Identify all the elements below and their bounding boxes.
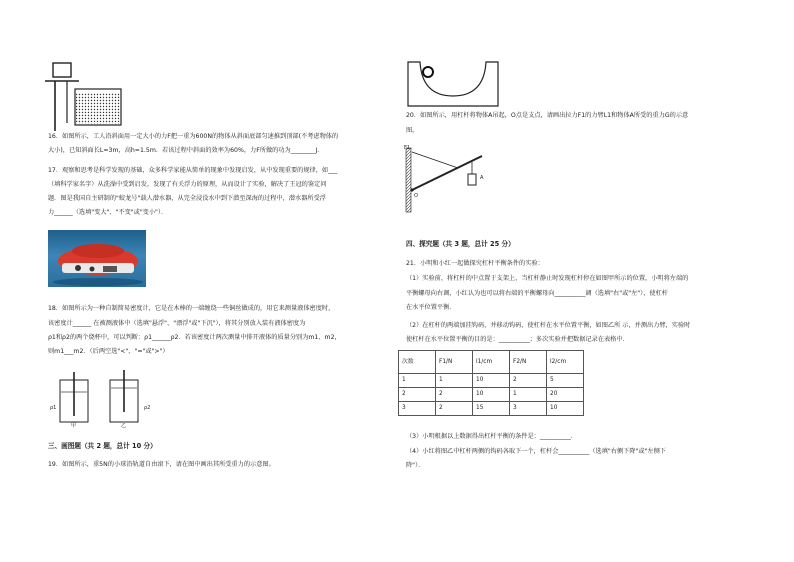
submersible-illustration bbox=[48, 230, 146, 287]
submersible-photo bbox=[48, 230, 146, 287]
table-header-cell: 次数 bbox=[399, 351, 436, 374]
q20-pivot bbox=[410, 188, 413, 191]
q18-text-1: 18．如图所示为一种自制简易密度计，它是在木棒的一端缠绕一些铜丝做成的，用它来测量液体密度时， bbox=[48, 305, 335, 312]
o-label: O bbox=[414, 193, 418, 199]
q20-rope bbox=[412, 152, 458, 168]
table-header-cell: l2/cm bbox=[547, 351, 584, 374]
q20-text-2: 图。 bbox=[406, 127, 419, 134]
f1-label: F1 bbox=[404, 145, 411, 151]
table-row bbox=[399, 388, 584, 402]
table-row bbox=[399, 402, 584, 416]
q19-ball bbox=[423, 67, 433, 77]
data-table bbox=[398, 350, 584, 416]
q16-text-2: 大小)，已知斜面长L=3m，高h=1.5m．若该过程中斜面的效率为60%，力F所做的功为________J． bbox=[48, 147, 324, 154]
q20-text-1: 20．如图所示，用杠杆将物体A吊起，O点是支点，请画出拉力F1的力臂L1和物体A所受的重力G的示意 bbox=[406, 112, 689, 119]
table-row bbox=[399, 374, 584, 388]
q18-text-2: 该密度计______ 在被测液体中（选填"悬浮"、"漂浮"或"下沉"），将其分别放入装有液体密度为 bbox=[48, 320, 306, 327]
q20-weight-a bbox=[468, 174, 476, 185]
q16-figure bbox=[45, 63, 125, 133]
q19-text: 19．如图所示，重5N的小球沿轨道自由滚下，请在图中画出其所受重力的示意图。 bbox=[48, 461, 275, 468]
q20-lever-figure bbox=[406, 144, 501, 214]
q21-text-3: 平衡螺母向右调，小红认为也可以将右端的平衡螺母向__________调（选填"右"或"左"），使杠杆 bbox=[406, 290, 668, 297]
a-label: A bbox=[480, 175, 484, 181]
q18-text-4: 则m1___m2．（后两空选"<"、"="或">"） bbox=[48, 348, 169, 355]
q17-text-4: 力______（选填"变大"、"不变"或"变小"）． bbox=[48, 209, 168, 216]
cup2-label: 乙 bbox=[121, 423, 127, 429]
table-cell: 5 bbox=[547, 374, 584, 388]
table-cell: 10 bbox=[473, 374, 510, 388]
q21-text-6: 使杠杆在水平位置平衡的目的是：__________；多次实验并把数据记录在表格中． bbox=[406, 336, 629, 343]
q16-text-1: 16．如图所示，工人沿斜面用一定大小的力F把一重为600N的物体从斜面底部匀速推到顶部(不考虑物体的 bbox=[48, 133, 339, 140]
q16-top-block bbox=[53, 63, 71, 77]
section-3-heading: 三、画图题（共 2 题，总计 10 分） bbox=[48, 442, 157, 450]
table-header-row bbox=[399, 351, 584, 374]
table-cell: 2 bbox=[436, 402, 473, 416]
table-cell: 3 bbox=[399, 402, 436, 416]
q21-text-9: 降"）． bbox=[406, 462, 425, 469]
table-header-cell: F2/N bbox=[510, 351, 547, 374]
q17-text-2: （填科学家名字）从洗澡中受到启发，发现了有关浮力的原理，从而设计了实验，解决了王冠的鉴定问 bbox=[48, 181, 327, 188]
q21-text-2: （1）实验前，将杠杆的中点置于支架上，当杠杆静止时发现杠杆停在如图甲所示的位置，小明将左端的 bbox=[406, 275, 689, 282]
q21-text-8: （4）小红将图乙中杠杆两侧的钩码各取下一个，杠杆会__________（选填"右侧下降"或"左侧下 bbox=[406, 448, 666, 455]
table-cell: 1 bbox=[436, 374, 473, 388]
rho2-label: ρ2 bbox=[144, 405, 151, 411]
q17-text-3: 题．图是我国自主研制的"蛟龙号"载人潜水器，从完全浸没水中到下潜至深海的过程中，潜水器所受浮 bbox=[48, 195, 326, 202]
q18-beakers-figure bbox=[50, 370, 160, 430]
q19-track-outline bbox=[408, 62, 498, 106]
table-cell: 2 bbox=[510, 374, 547, 388]
table-cell: 10 bbox=[473, 388, 510, 402]
rho1-label: ρ1 bbox=[50, 405, 57, 411]
q19-track-figure bbox=[406, 60, 501, 110]
table-cell: 10 bbox=[547, 402, 584, 416]
q21-text-1: 21．小明和小红一起做探究杠杆平衡条件的实验： bbox=[406, 260, 544, 267]
q21-text-7: （3）小明根据以上数据得出杠杆平衡的条件是：__________． bbox=[406, 433, 577, 440]
table-header-cell: F1/N bbox=[436, 351, 473, 374]
cup1-label: 甲 bbox=[71, 423, 77, 429]
table-header-cell: l1/cm bbox=[473, 351, 510, 374]
table-cell: 3 bbox=[510, 402, 547, 416]
q20-wall bbox=[406, 148, 411, 212]
table-cell: 2 bbox=[399, 388, 436, 402]
q18-text-3: ρ1和ρ2的两个烧杯中，可以判断：ρ1______ρ2．若该密度计两次测量中排开液体的质量分别为m1、m2， bbox=[48, 334, 341, 341]
q17-text-1: 17．观察和思考是科学发现的基础，众多科学家能从简单的现象中发现启发，从中发现重要的规律，如___ bbox=[48, 167, 338, 174]
table-cell: 1 bbox=[510, 388, 547, 402]
table-cell: 20 bbox=[547, 388, 584, 402]
table-cell: 15 bbox=[473, 402, 510, 416]
q21-text-5: （2）在杠杆的两端加挂钩码，并移动钩码，使杠杆在水平位置平衡，如图乙所 示，并测出力臂，实验时 bbox=[406, 322, 691, 329]
q21-text-4: 在水平位置平衡． bbox=[406, 304, 456, 311]
table-cell: 1 bbox=[399, 374, 436, 388]
table-cell: 2 bbox=[436, 388, 473, 402]
section-4-heading: 四、探究题（共 3 题，总计 25 分） bbox=[406, 240, 515, 248]
q16-tank-liquid bbox=[76, 93, 120, 124]
